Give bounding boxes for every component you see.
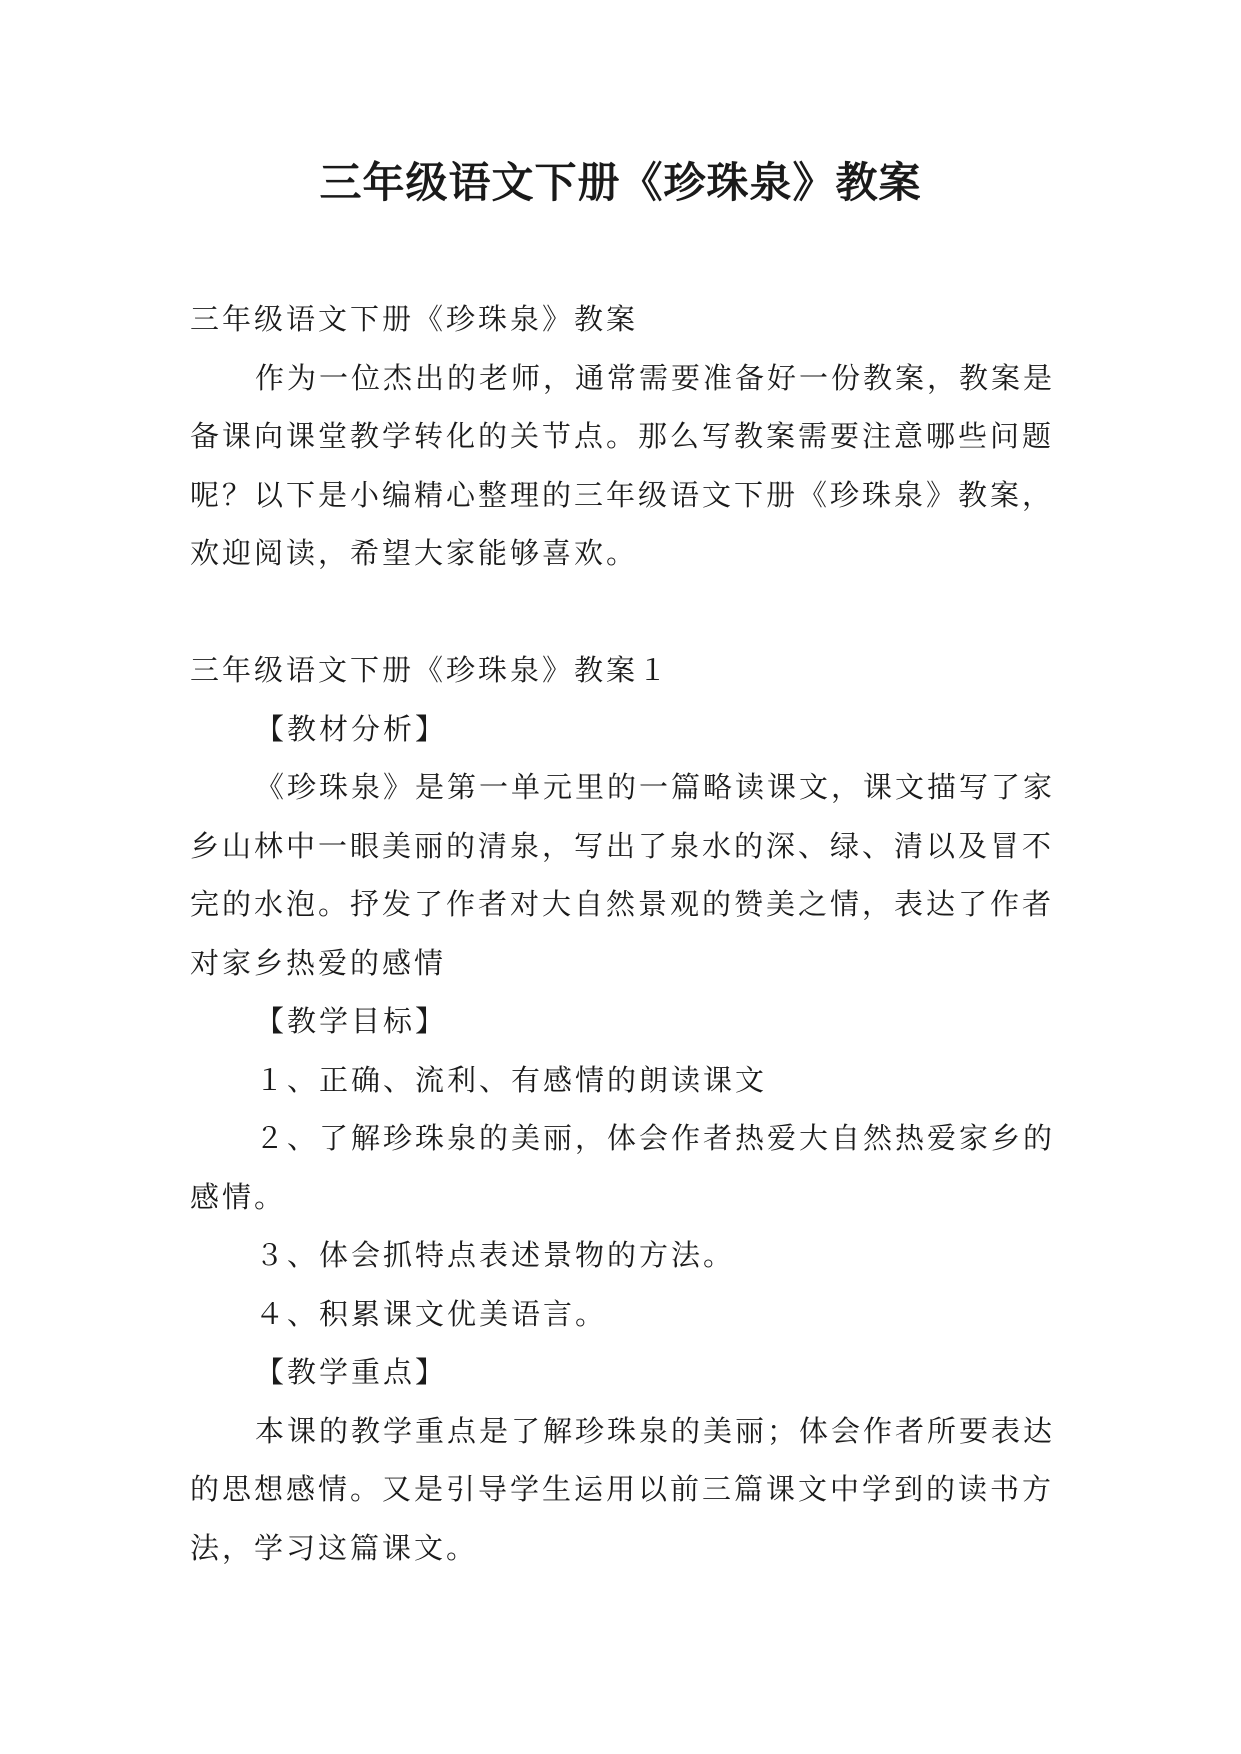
document-title: 三年级语文下册《珍珠泉》教案 xyxy=(319,158,922,207)
section-heading: 三年级语文下册《珍珠泉》教案１ xyxy=(190,653,671,687)
intro-paragraph: 作为一位杰出的老师，通常需要准备好一份教案，教案是备课向课堂教学转化的关节点。那么写教案需要注意哪些问题呢？以下是小编精心整理的三年级语文下册《珍珠泉》教案，欢迎阅读，希望大家能够喜欢。 xyxy=(190,360,1056,570)
goal-item: ３、体会抓特点表述景物的方法。 xyxy=(255,1238,736,1272)
goals-heading: 【教学目标】 xyxy=(255,1004,448,1038)
analysis-heading: 【教材分析】 xyxy=(255,711,448,746)
document-body xyxy=(190,290,1060,1577)
analysis-paragraph: 《珍珠泉》是第一单元里的一篇略读课文，课文描写了家乡山林中一眼美丽的清泉，写出了泉水的深、绿、清以及冒不完的水泡。抒发了作者对大自然景观的赞美之情，表达了作者对家乡热爱的感情 xyxy=(190,770,1056,980)
focus-paragraph: 本课的教学重点是了解珍珠泉的美丽；体会作者所要表达的思想感情。又是引导学生运用以前三篇课文中学到的读书方法，学习这篇课文。 xyxy=(190,1413,1056,1565)
goal-item: ２、了解珍珠泉的美丽，体会作者热爱大自然热爱家乡的感情。 xyxy=(190,1121,1056,1214)
goal-item: １、正确、流利、有感情的朗读课文 xyxy=(255,1062,768,1097)
goal-item: ４、积累课文优美语言。 xyxy=(255,1296,608,1331)
subtitle: 三年级语文下册《珍珠泉》教案 xyxy=(190,302,639,336)
focus-heading: 【教学重点】 xyxy=(255,1355,448,1389)
paragraph-spacer xyxy=(190,583,1060,642)
